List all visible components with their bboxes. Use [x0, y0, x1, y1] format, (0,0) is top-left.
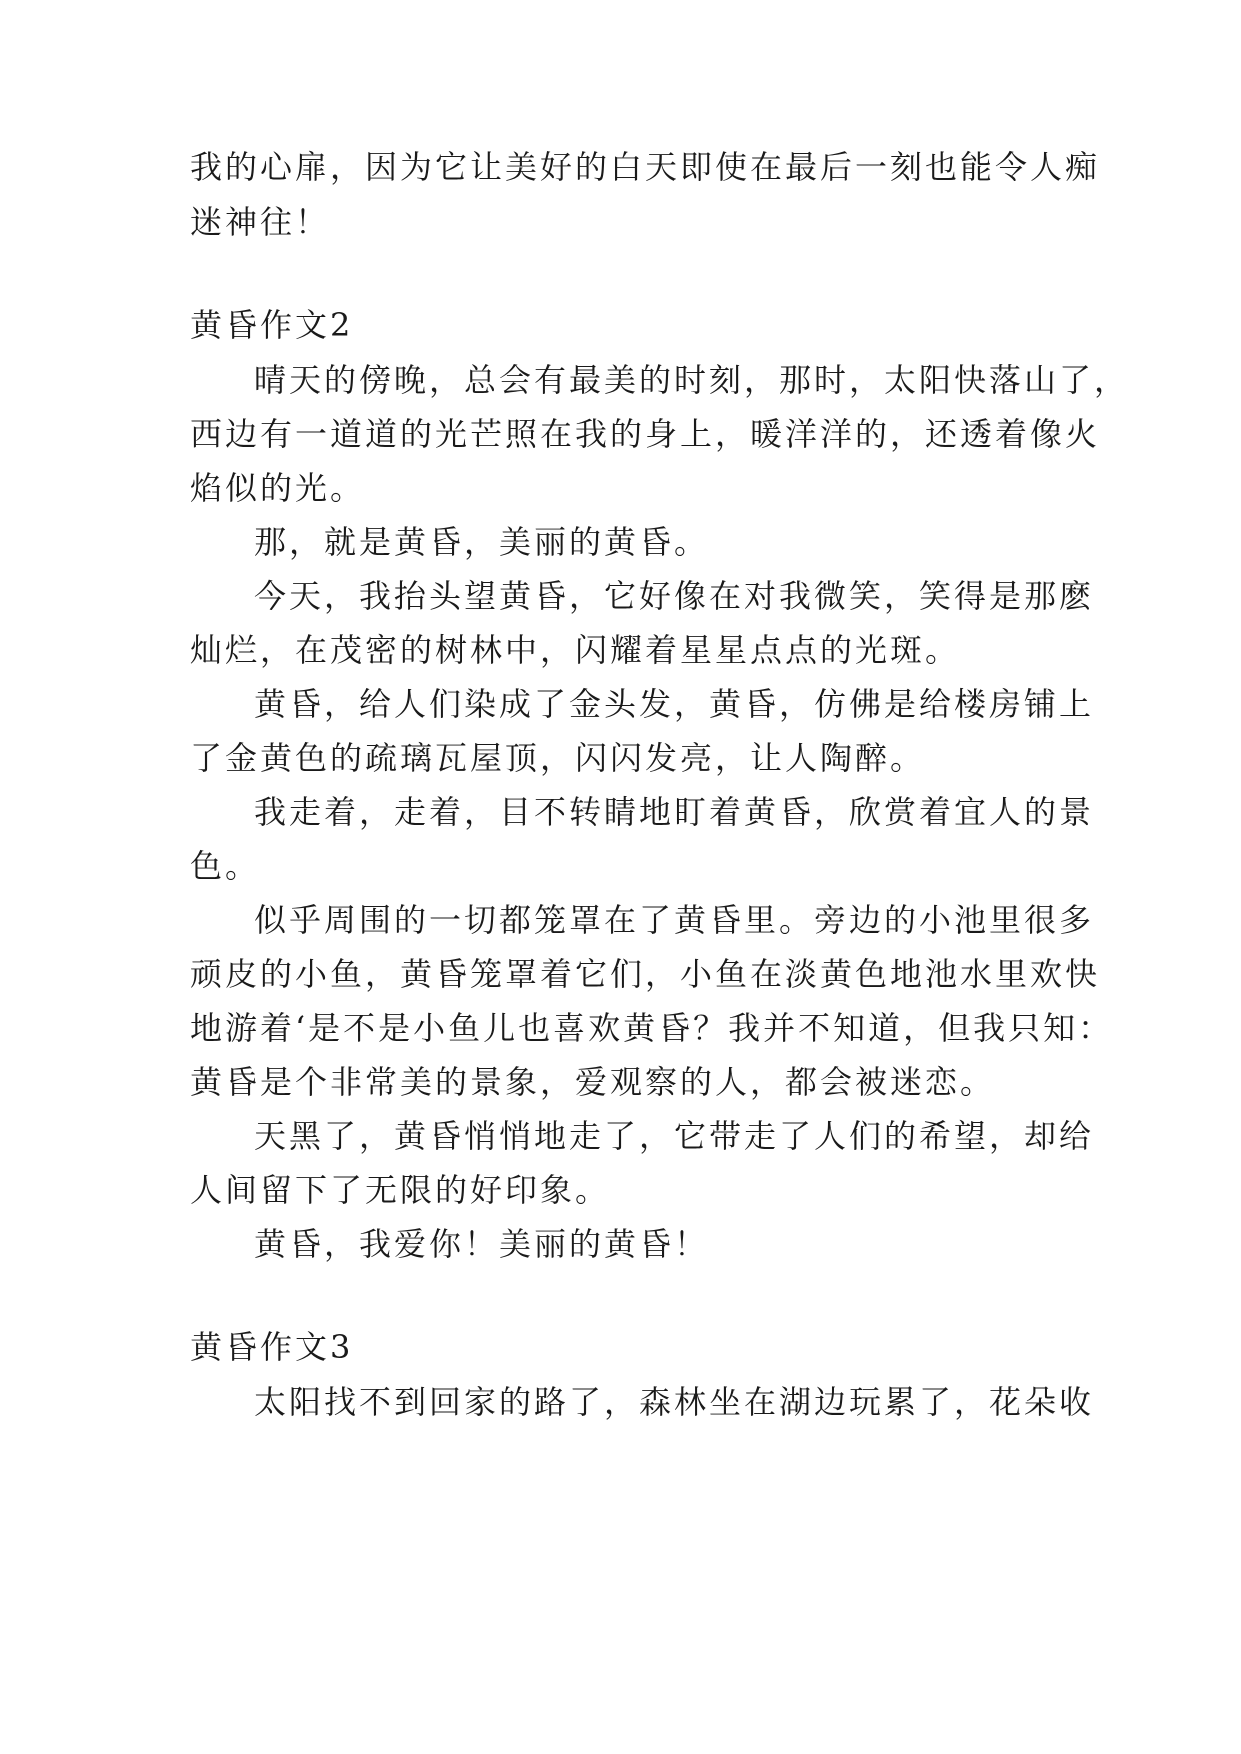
paragraph-line: 似乎周围的一切都笼罩在了黄昏里。旁边的小池里很多 — [254, 901, 1095, 939]
paragraph-line: 焰似的光。 — [190, 469, 366, 507]
section-heading: 黄昏作文2 — [190, 306, 354, 344]
paragraph-line: 黄昏是个非常美的景象，爱观察的人，都会被迷恋。 — [190, 1063, 996, 1101]
paragraph-line: 我的心扉，因为它让美好的白天即使在最后一刻也能令人痴 — [190, 148, 1101, 186]
paragraph-line: 地游着‘是不是小鱼儿也喜欢黄昏？我并不知道，但我只知： — [190, 1009, 1114, 1047]
paragraph-line: 天黑了，黄昏悄悄地走了，它带走了人们的希望，却给 — [254, 1117, 1095, 1155]
paragraph-line: 那，就是黄昏，美丽的黄昏。 — [254, 523, 710, 561]
paragraph-line: 黄昏，我爱你！美丽的黄昏！ — [254, 1225, 710, 1263]
paragraph-line: 灿烂，在茂密的树林中，闪耀着星星点点的光斑。 — [190, 631, 961, 669]
section-heading: 黄昏作文3 — [190, 1328, 354, 1366]
paragraph-line: 人间留下了无限的好印象。 — [190, 1171, 611, 1209]
paragraph-line: 太阳找不到回家的路了，森林坐在湖边玩累了，花朵收 — [254, 1383, 1095, 1421]
paragraph-line: 我走着，走着，目不转睛地盯着黄昏，欣赏着宜人的景 — [254, 793, 1095, 831]
paragraph-line: 晴天的傍晚，总会有最美的时刻，那时，太阳快落山了， — [254, 361, 1130, 399]
paragraph-line: 迷神往！ — [190, 203, 331, 241]
paragraph-line: 了金黄色的疏璃瓦屋顶，闪闪发亮，让人陶醉。 — [190, 739, 926, 777]
paragraph-line: 色。 — [190, 847, 261, 885]
paragraph-line: 顽皮的小鱼，黄昏笼罩着它们，小鱼在淡黄色地池水里欢快 — [190, 955, 1101, 993]
paragraph-line: 黄昏，给人们染成了金头发，黄昏，仿佛是给楼房铺上 — [254, 685, 1095, 723]
paragraph-line: 今天，我抬头望黄昏，它好像在对我微笑，笑得是那麽 — [254, 577, 1095, 615]
paragraph-line: 西边有一道道的光芒照在我的身上，暖洋洋的，还透着像火 — [190, 415, 1101, 453]
